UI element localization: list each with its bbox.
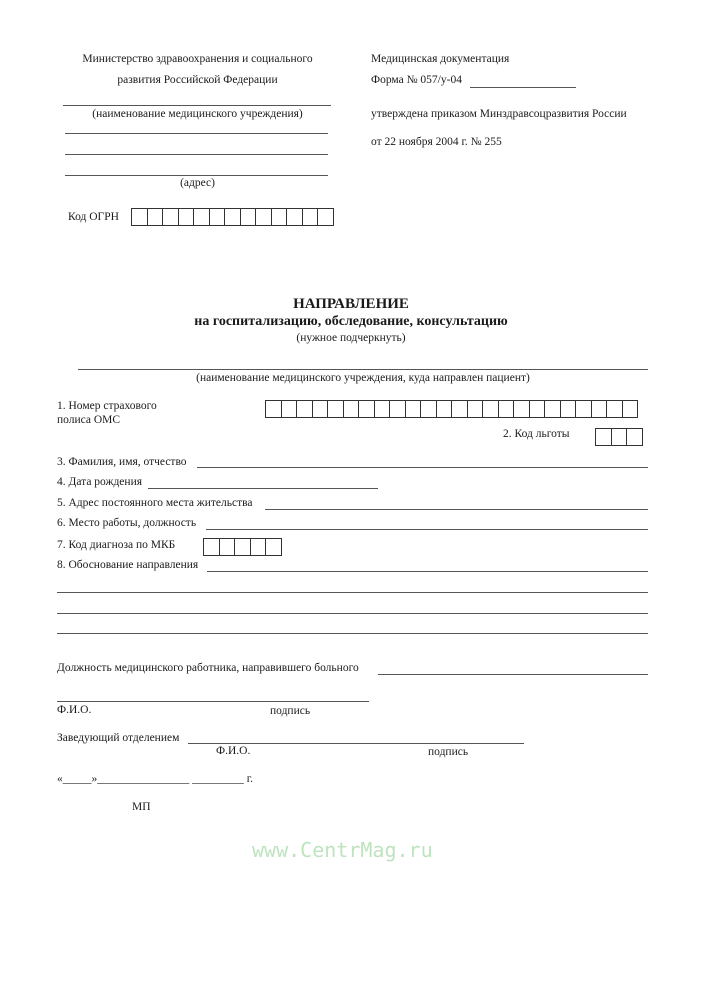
justification-line-1[interactable]: [207, 571, 648, 572]
mkb-code-input[interactable]: [203, 538, 282, 556]
signature-caption: подпись: [270, 705, 311, 717]
mkb-cell[interactable]: [251, 538, 267, 556]
benefit-code-label: 2. Код льготы: [503, 428, 570, 440]
justification-line-4[interactable]: [57, 633, 648, 634]
approved-text: утверждена приказом Минздравсоцразвития России: [371, 108, 627, 120]
watermark: www.CentrMag.ru: [252, 838, 433, 862]
justification-label: 8. Обоснование направления: [57, 559, 199, 571]
policy-cell[interactable]: [344, 400, 360, 418]
ogrn-cell[interactable]: [241, 208, 257, 226]
policy-cell[interactable]: [623, 400, 639, 418]
ogrn-cell[interactable]: [194, 208, 210, 226]
address-line-3[interactable]: [65, 175, 328, 176]
signature-caption-2: подпись: [428, 746, 469, 758]
policy-cell[interactable]: [390, 400, 406, 418]
referrer-signature-line[interactable]: [57, 701, 369, 702]
benefit-cell[interactable]: [612, 428, 628, 446]
institution-caption: (наименование медицинского учреждения): [92, 108, 303, 120]
ogrn-cell[interactable]: [272, 208, 288, 226]
workplace-line[interactable]: [206, 529, 648, 530]
policy-cell[interactable]: [297, 400, 313, 418]
ogrn-cell[interactable]: [225, 208, 241, 226]
destination-institution-line[interactable]: [78, 369, 648, 370]
referring-position-line[interactable]: [378, 674, 648, 675]
document-title: НАПРАВЛЕНИЕ: [293, 296, 409, 312]
policy-cell[interactable]: [375, 400, 391, 418]
policy-cell[interactable]: [483, 400, 499, 418]
policy-cell[interactable]: [576, 400, 592, 418]
full-name-label: 3. Фамилия, имя, отчество: [57, 456, 187, 468]
head-of-department-label: Заведующий отделением: [57, 732, 180, 744]
policy-cell[interactable]: [328, 400, 344, 418]
destination-caption: (наименование медицинского учреждения, куда направлен пациент): [196, 372, 530, 384]
policy-cell[interactable]: [359, 400, 375, 418]
mkb-cell[interactable]: [235, 538, 251, 556]
ogrn-cell[interactable]: [318, 208, 334, 226]
document-subtitle: на госпитализацию, обследование, консультацию: [194, 314, 508, 329]
ogrn-cell[interactable]: [287, 208, 303, 226]
form-number-line[interactable]: [470, 87, 576, 88]
policy-cell[interactable]: [514, 400, 530, 418]
policy-cell[interactable]: [282, 400, 298, 418]
underline-note: (нужное подчеркнуть): [296, 332, 406, 344]
ministry-line-2: развития Российской Федерации: [117, 74, 278, 86]
mkb-cell[interactable]: [266, 538, 282, 556]
ogrn-cell[interactable]: [303, 208, 319, 226]
ogrn-cell[interactable]: [179, 208, 195, 226]
justification-line-3[interactable]: [57, 613, 648, 614]
benefit-code-input[interactable]: [595, 428, 643, 446]
benefit-cell[interactable]: [627, 428, 643, 446]
birth-date-label: 4. Дата рождения: [57, 476, 143, 488]
doc-type: Медицинская документация: [371, 53, 510, 65]
ogrn-input[interactable]: [131, 208, 334, 226]
benefit-cell[interactable]: [596, 428, 612, 446]
head-signature-line[interactable]: [188, 743, 524, 744]
approved-date: от 22 ноября 2004 г. № 255: [371, 136, 502, 148]
policy-cell[interactable]: [266, 400, 282, 418]
institution-name-line[interactable]: [63, 105, 331, 106]
full-name-line[interactable]: [197, 467, 648, 468]
policy-cell[interactable]: [561, 400, 577, 418]
ogrn-cell[interactable]: [148, 208, 164, 226]
address-label: 5. Адрес постоянного места жительства: [57, 497, 253, 509]
workplace-label: 6. Место работы, должность: [57, 517, 197, 529]
policy-cell[interactable]: [499, 400, 515, 418]
mkb-code-label: 7. Код диагноза по МКБ: [57, 539, 176, 551]
policy-label-2: полиса ОМС: [57, 414, 121, 426]
fio-caption-2: Ф.И.О.: [216, 745, 251, 757]
form-number: Форма № 057/у-04: [371, 74, 462, 86]
stamp-label: МП: [132, 801, 151, 813]
policy-number-input[interactable]: [265, 400, 638, 418]
ogrn-cell[interactable]: [210, 208, 226, 226]
policy-cell[interactable]: [452, 400, 468, 418]
ministry-line-1: Министерство здравоохранения и социального: [82, 53, 313, 65]
policy-cell[interactable]: [592, 400, 608, 418]
address-caption: (адрес): [180, 177, 215, 189]
policy-cell[interactable]: [545, 400, 561, 418]
address-line-1[interactable]: [65, 133, 328, 134]
policy-cell[interactable]: [468, 400, 484, 418]
policy-cell[interactable]: [607, 400, 623, 418]
policy-cell[interactable]: [530, 400, 546, 418]
policy-label-1: 1. Номер страхового: [57, 400, 157, 412]
fio-caption: Ф.И.О.: [57, 704, 92, 716]
address-field-line[interactable]: [265, 509, 648, 510]
referring-position-label: Должность медицинского работника, направившего больного: [57, 662, 359, 674]
ogrn-cell[interactable]: [132, 208, 148, 226]
policy-cell[interactable]: [313, 400, 329, 418]
birth-date-line[interactable]: [148, 488, 378, 489]
policy-cell[interactable]: [406, 400, 422, 418]
justification-line-2[interactable]: [57, 592, 648, 593]
date-line[interactable]: «_____»________________ _________ г.: [57, 773, 254, 785]
policy-cell[interactable]: [437, 400, 453, 418]
address-line-2[interactable]: [65, 154, 328, 155]
ogrn-cell[interactable]: [256, 208, 272, 226]
ogrn-cell[interactable]: [163, 208, 179, 226]
ogrn-label: Код ОГРН: [68, 211, 119, 223]
mkb-cell[interactable]: [204, 538, 220, 556]
policy-cell[interactable]: [421, 400, 437, 418]
mkb-cell[interactable]: [220, 538, 236, 556]
